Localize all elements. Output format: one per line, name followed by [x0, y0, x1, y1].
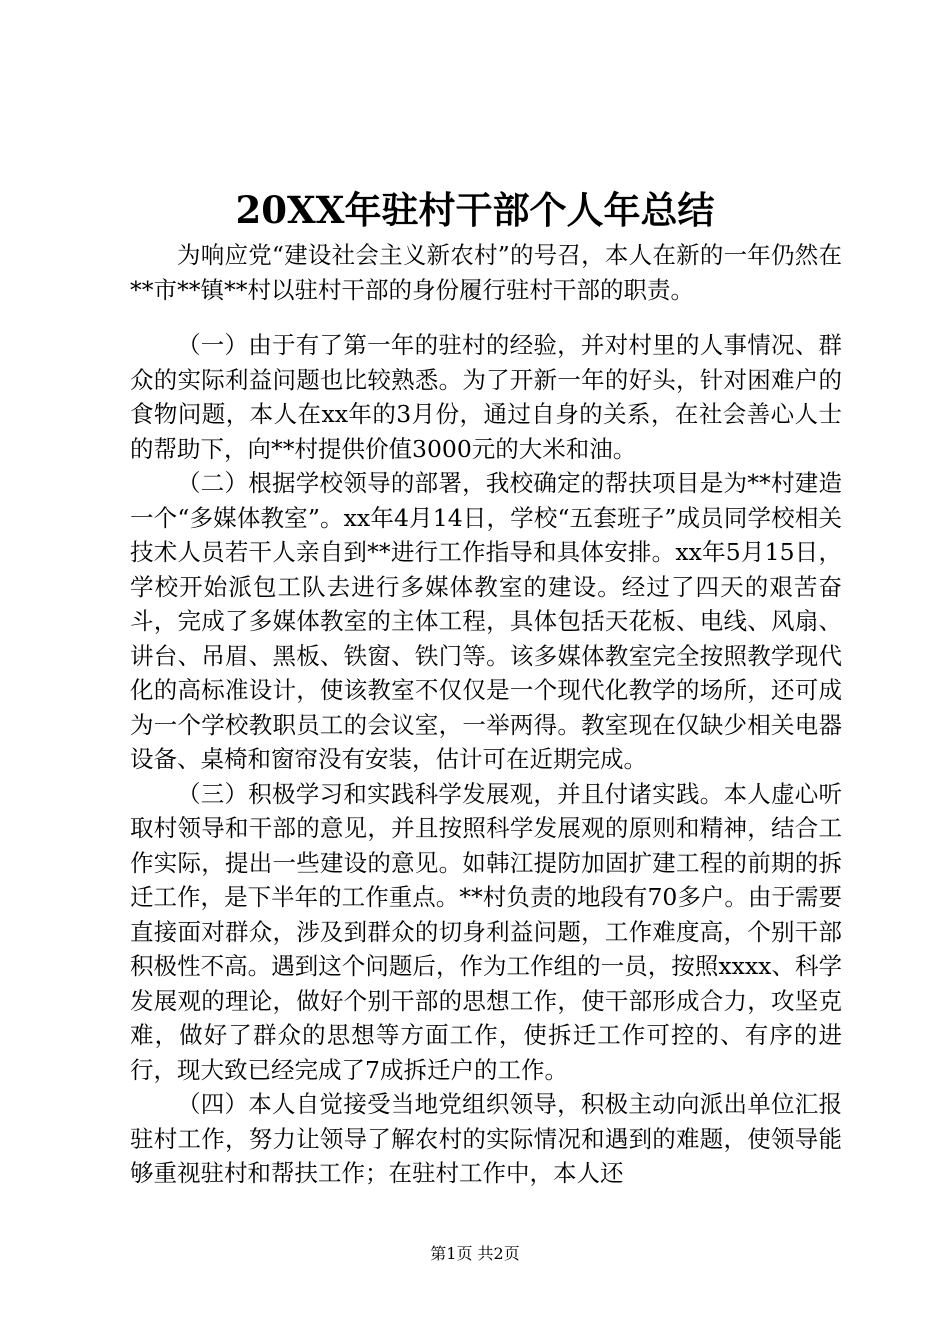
document-title: 20XX年驻村干部个人年总结 [235, 188, 715, 232]
page-footer: 第1页 共2页 [430, 1244, 520, 1263]
intro-paragraph: 为响应党“建设社会主义新农村”的号召，本人在新的一年仍然在**市**镇**村以驻村干部的身份履行驻村干部的职责。 [130, 241, 842, 304]
paragraph-section-2: （二）根据学校领导的部署，我校确定的帮扶项目是为**村建造一个“多媒体教室”。xx年4月14日，学校“五套班子”成员同学校相关技术人员若干人亲自到**进行工作指导和具体安排。xx年5月15日，学校开始派包工队去进行多媒体教室的建设。经过了四天的艰苦奋斗，完成了多媒体教室的主体工程，具体包括天花板、电线、风扇、讲台、吊眉、黑板、铁窗、铁门等。该多媒体教室完全按照教学现代化的高标准设计，使该教室不仅仅是一个现代化教学的场所，还可成为一个学校教职员工的会议室，一举两得。教室现在仅缺少相关电器设备、桌椅和窗帘没有安装，估计可在近期完成。 [130, 469, 842, 773]
intro-block [130, 238, 842, 307]
sections-block [130, 328, 842, 1191]
paragraph-section-1: （一）由于有了第一年的驻村的经验，并对村里的人事情况、群众的实际利益问题也比较熟悉。为了开新一年的好头，针对困难户的食物问题，本人在xx年的3月份，通过自身的关系，在社会善心人士的帮助下，向**村提供价值3000元的大米和油。 [130, 331, 842, 463]
paragraph-section-3: （三）积极学习和实践科学发展观，并且付诸实践。本人虚心听取村领导和干部的意见，并且按照科学发展观的原则和精神，结合工作实际，提出一些建设的意见。如韩江提防加固扩建工程的前期的拆迁工作，是下半年的工作重点。**村负责的地段有70多户。由于需要直接面对群众，涉及到群众的切身利益问题，工作难度高，个别干部积极性不高。遇到这个问题后，作为工作组的一员，按照xxxx、科学发展观的理论，做好个别干部的思想工作，使干部形成合力，攻坚克难，做好了群众的思想等方面工作，使拆迁工作可控的、有序的进行，现大致已经完成了7成拆迁户的工作。 [130, 779, 842, 1084]
paragraph-section-4: （四）本人自觉接受当地党组织领导，积极主动向派出单位汇报驻村工作，努力让领导了解农村的实际情况和遇到的难题，使领导能够重视驻村和帮扶工作；在驻村工作中，本人还 [130, 1090, 842, 1187]
